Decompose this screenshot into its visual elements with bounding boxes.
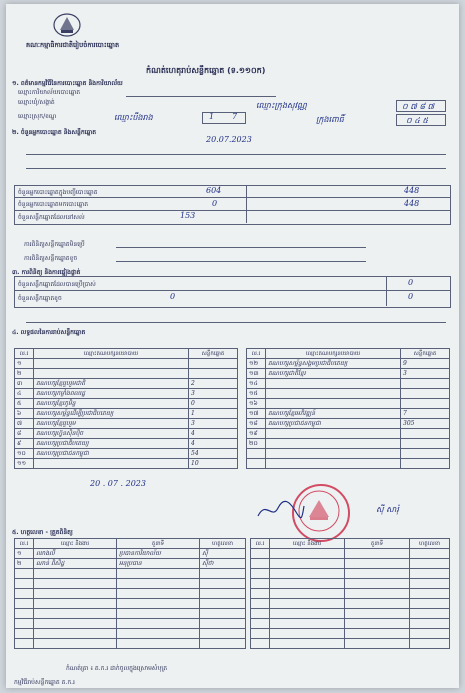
- result-row-left-cell: [34, 369, 189, 379]
- signature-row-left: [15, 599, 246, 609]
- result-row-right-cell: [401, 399, 450, 409]
- signature-row-right: [251, 639, 450, 649]
- result-row-left-cell: [34, 359, 189, 369]
- district-name: ក្រុងពោធិ៍: [316, 115, 344, 124]
- code-box-2: 7: [232, 112, 238, 121]
- result-row-left-cell: ៤: [15, 389, 34, 399]
- signature-row-left-cell: ឈាងលី: [34, 549, 117, 559]
- signature-row-left: [15, 559, 246, 569]
- result-row-left: [15, 369, 238, 379]
- result-row-right-cell: [247, 449, 266, 459]
- check-row-2: ចំនួនសន្លឹកឆ្នោតខូច: [18, 295, 62, 302]
- sig-col-name: ឈ្មោះ និងងារ: [34, 539, 117, 549]
- signature-row-right-cell: [270, 569, 345, 579]
- result-row-right: [247, 429, 450, 439]
- result-row-left: [15, 459, 238, 469]
- signatures-table-right: [250, 538, 450, 649]
- signature-row-left-cell: [200, 599, 246, 609]
- results-table-right: [246, 348, 450, 469]
- result-row-left-cell: ៥: [15, 399, 34, 409]
- signature-row-left-cell: [200, 589, 246, 599]
- signature-row-left-cell: [15, 599, 34, 609]
- signature-icon: [256, 498, 306, 522]
- signature-row-right: [251, 569, 450, 579]
- result-row-right-cell: ១៨: [247, 419, 266, 429]
- result-row-left-cell: [189, 359, 238, 369]
- label-district: ឈ្មោះស្រុក/ខណ្ឌ: [18, 113, 57, 120]
- check-value-1: 0: [408, 278, 414, 287]
- signature-row-right-cell: [270, 619, 345, 629]
- result-row-left-cell: គណបក្សហ្វ៊ុនស៊ិនប៉ិច: [34, 429, 189, 439]
- sign-date: 20 . 07 . 2023: [90, 479, 146, 488]
- results-table-left: [14, 348, 238, 469]
- signature-row-left: [15, 609, 246, 619]
- col-no-right: ល.រ: [247, 349, 266, 359]
- signature-row-left-cell: [34, 629, 117, 639]
- result-row-left-cell: ៨: [15, 429, 34, 439]
- sub-spoiled-label: ការពិនិត្យសន្លឹកឆ្នោតខូច: [24, 255, 78, 262]
- result-row-left: [15, 439, 238, 449]
- result-row-left: [15, 429, 238, 439]
- signature-row-right: [251, 619, 450, 629]
- result-row-right-cell: [266, 449, 401, 459]
- result-row-left: [15, 379, 238, 389]
- signature-row-left-cell: [34, 619, 117, 629]
- section-1-title: ១. ពត៌មានកម្មវិធីនៃការបោះឆ្នោត និងការិយាល័យ: [12, 80, 123, 87]
- sig-col-name-r: ឈ្មោះ និងងារ: [270, 539, 345, 549]
- signature-row-right-cell: [251, 559, 270, 569]
- sig-col-no: ល.រ: [15, 539, 34, 549]
- signature-row-left-cell: ស៊ី: [200, 549, 246, 559]
- section-5-title: ៥. ហត្ថលេខា - ត្រួតពិនិត្យ: [12, 529, 73, 536]
- signature-row-right-cell: [410, 639, 450, 649]
- signature-row-left-cell: [34, 609, 117, 619]
- signature-row-left-cell: [200, 639, 246, 649]
- signature-row-left-cell: [117, 609, 200, 619]
- signature-row-left-cell: ប្រធានការិយាល័យ: [117, 549, 200, 559]
- result-row-left-cell: គណបក្សខ្មែររួបរួម: [34, 419, 189, 429]
- result-row-right-cell: ១៦: [247, 399, 266, 409]
- result-row-left-cell: ២: [15, 369, 34, 379]
- signature-row-left: [15, 549, 246, 559]
- signature-row-right-cell: [251, 629, 270, 639]
- result-row-left-cell: គណបក្សខ្មែររួបរួមជាតិ: [34, 379, 189, 389]
- district-code: ០ ៤ ៥: [406, 116, 429, 125]
- result-row-left-cell: ១: [15, 359, 34, 369]
- signature-row-right-cell: [270, 589, 345, 599]
- signature-row-right-cell: [270, 559, 345, 569]
- result-row-left-cell: 2: [189, 379, 238, 389]
- result-row-right: [247, 439, 450, 449]
- ministry-title: គណៈកម្មាធិការជាតិរៀបចំការបោះឆ្នោត: [26, 41, 120, 49]
- result-row-right-cell: 3: [401, 369, 450, 379]
- signature-row-right: [251, 579, 450, 589]
- row-registered-right: 448: [404, 186, 420, 195]
- signature-row-left-cell: [200, 629, 246, 639]
- row-voted-label: ចំនួនអ្នកបោះឆ្នោតមកបោះឆ្នោត: [18, 201, 89, 208]
- signature-row-right-cell: [410, 569, 450, 579]
- signature-row-right-cell: [410, 589, 450, 599]
- signature-row-left-cell: [34, 589, 117, 599]
- result-row-left-cell: 1: [189, 409, 238, 419]
- signature-row-right-cell: [270, 579, 345, 589]
- signature-row-left-cell: [15, 619, 34, 629]
- signature-row-left-cell: [200, 569, 246, 579]
- signature-row-right-cell: [251, 639, 270, 649]
- result-row-left-cell: 0: [189, 399, 238, 409]
- station-number: ០ ៧ ៨ ៧: [402, 102, 435, 111]
- result-row-left-cell: គណបក្សកម្លាំងពលរដ្ឋ: [34, 389, 189, 399]
- form-title: កំណត់ហេតុរាប់សន្លឹកឆ្នោត (ទ.១១០ក): [146, 66, 266, 75]
- result-row-left: [15, 419, 238, 429]
- result-row-left-cell: ១១: [15, 459, 34, 469]
- result-row-right-cell: គណបក្សជាតិខ្មែរ: [266, 369, 401, 379]
- signature-row-right-cell: [345, 639, 410, 649]
- section-2-title: ២. ចំនួនអ្នកបោះឆ្នោត និងសន្លឹកឆ្នោត: [12, 129, 97, 136]
- signature-row-right: [251, 549, 450, 559]
- signature-row-left-cell: [34, 639, 117, 649]
- row-remaining-value: 153: [180, 211, 196, 220]
- signature-row-left-cell: [117, 579, 200, 589]
- signature-row-right-cell: [345, 559, 410, 569]
- result-row-right-cell: [266, 429, 401, 439]
- result-row-right-cell: 305: [401, 419, 450, 429]
- result-row-right-cell: ១៧: [247, 409, 266, 419]
- col-no: ល.រ: [15, 349, 34, 359]
- result-row-left-cell: 3: [189, 419, 238, 429]
- signature-row-right: [251, 589, 450, 599]
- result-row-right-cell: 9: [401, 359, 450, 369]
- result-row-left-cell: [34, 459, 189, 469]
- result-row-left: [15, 359, 238, 369]
- signature-row-right-cell: [251, 569, 270, 579]
- result-row-right-cell: ២០: [247, 439, 266, 449]
- section-3-title: ៣. ការពិនិត្យ និងការផ្ទៀងផ្ទាត់: [12, 269, 81, 276]
- signature-row-right-cell: [251, 619, 270, 629]
- signature-row-left-cell: [34, 569, 117, 579]
- commune-name: ឈ្មោះក្រុងសុវណ្ណ: [256, 101, 307, 110]
- signature-row-right-cell: [251, 599, 270, 609]
- result-row-right-cell: [266, 459, 401, 469]
- signature-row-right-cell: [270, 549, 345, 559]
- signature-row-right-cell: [345, 579, 410, 589]
- signature-row-right-cell: [345, 569, 410, 579]
- signature-row-left-cell: [117, 569, 200, 579]
- section-4-title: ៤. លទ្ធផលនៃការរាប់សន្លឹកឆ្នោត: [12, 329, 86, 336]
- signature-row-left-cell: [117, 619, 200, 629]
- emblem-icon: [52, 12, 82, 38]
- signature-row-left: [15, 639, 246, 649]
- signature-row-left: [15, 629, 246, 639]
- signature-row-left-cell: ស៊ីថា: [200, 559, 246, 569]
- result-row-right: [247, 389, 450, 399]
- signature-row-right: [251, 559, 450, 569]
- result-row-right-cell: គណបក្សសម្ព័ន្ធសង្គមប្រជាធិបតេយ្យ: [266, 359, 401, 369]
- code-box-1: 1: [209, 112, 215, 121]
- signature-row-left-cell: [117, 599, 200, 609]
- result-row-right: [247, 399, 450, 409]
- signature-row-right-cell: [251, 609, 270, 619]
- village-name: ឈ្មោះបឹងរាង: [114, 113, 153, 122]
- col-party-right: ឈ្មោះគណបក្សនយោបាយ: [266, 349, 401, 359]
- count-date: 20.07.2023: [206, 135, 252, 144]
- signature-row-left-cell: [200, 619, 246, 629]
- signature-row-right: [251, 599, 450, 609]
- signature-row-left-cell: [34, 579, 117, 589]
- footer-note: កំណត់ត្រា ៖ ត.ក.រ ដាក់ចូលក្នុងស្រោមសំបុត្រ: [66, 665, 168, 672]
- label-commune: ឈ្មោះឃុំ/សង្កាត់: [18, 99, 55, 106]
- signature-row-right-cell: [270, 609, 345, 619]
- signature-row-left: [15, 589, 246, 599]
- result-row-right-cell: 7: [401, 409, 450, 419]
- label-station: ឈ្មោះការិយាល័យបោះឆ្នោត: [18, 89, 81, 96]
- signature-row-right-cell: [410, 599, 450, 609]
- signature-row-right-cell: [251, 579, 270, 589]
- result-row-right: [247, 449, 450, 459]
- result-row-right: [247, 379, 450, 389]
- signature-row-right-cell: [345, 629, 410, 639]
- result-row-left-cell: គណបក្សខ្មែរភូមិន្ទ: [34, 399, 189, 409]
- result-row-right: [247, 359, 450, 369]
- result-row-left-cell: [189, 369, 238, 379]
- result-row-left: [15, 449, 238, 459]
- signature-row-left-cell: [117, 589, 200, 599]
- result-row-left-cell: ៣: [15, 379, 34, 389]
- signature-row-left-cell: ២: [15, 559, 34, 569]
- signature-row-left-cell: [15, 609, 34, 619]
- result-row-right: [247, 459, 450, 469]
- sig-col-sign-r: ហត្ថលេខា: [410, 539, 450, 549]
- check-row-1: ចំនួនសន្លឹកឆ្នោតដែលបានប្រើប្រាស់: [18, 281, 96, 288]
- signature-row-right-cell: [251, 549, 270, 559]
- signature-row-left-cell: [117, 629, 200, 639]
- sig-col-sign: ហត្ថលេខា: [200, 539, 246, 549]
- footer-note-2: កម្មវិធីរាប់សន្លឹកឆ្នោត ត.ក.រ: [14, 679, 75, 686]
- sig-col-no-r: ល.រ: [251, 539, 270, 549]
- signature-row-left-cell: [15, 569, 34, 579]
- signature-row-right-cell: [410, 629, 450, 639]
- result-row-right: [247, 409, 450, 419]
- form-sheet: [6, 4, 459, 688]
- result-row-right-cell: [401, 389, 450, 399]
- signature-row-right: [251, 609, 450, 619]
- signature-row-left-cell: [15, 589, 34, 599]
- signature-row-right-cell: [410, 609, 450, 619]
- result-row-left-cell: ៦: [15, 409, 34, 419]
- signature-row-right-cell: [270, 639, 345, 649]
- result-row-right-cell: [266, 399, 401, 409]
- result-row-right-cell: ១៣: [247, 369, 266, 379]
- result-row-right: [247, 369, 450, 379]
- result-row-left-cell: គណបក្សប្រជាធិបតេយ្យ: [34, 439, 189, 449]
- signature-row-right-cell: [270, 599, 345, 609]
- check-value-3: 0: [408, 292, 414, 301]
- signature-row-left-cell: [15, 579, 34, 589]
- result-row-left-cell: 54: [189, 449, 238, 459]
- result-row-left-cell: 3: [189, 389, 238, 399]
- result-row-right-cell: [401, 449, 450, 459]
- result-row-right-cell: គណបក្សប្រជាជនកម្ពុជា: [266, 419, 401, 429]
- result-row-right-cell: [266, 379, 401, 389]
- signature-row-right-cell: [410, 559, 450, 569]
- result-row-right-cell: [401, 429, 450, 439]
- signature-row-left: [15, 619, 246, 629]
- col-votes: សន្លឹកឆ្នោត: [189, 349, 238, 359]
- signature-row-left-cell: [200, 579, 246, 589]
- result-row-right-cell: ១៩: [247, 429, 266, 439]
- row-voted-right: 448: [404, 199, 420, 208]
- signature-row-left-cell: [15, 629, 34, 639]
- result-row-right-cell: [266, 439, 401, 449]
- row-remaining-label: ចំនួនសន្លឹកឆ្នោតដែលនៅសល់: [18, 214, 85, 221]
- result-row-left: [15, 399, 238, 409]
- signature-row-right-cell: [345, 549, 410, 559]
- signature-row-right-cell: [410, 549, 450, 559]
- signature-row-right-cell: [270, 629, 345, 639]
- signature-row-left: [15, 579, 246, 589]
- result-row-left: [15, 409, 238, 419]
- signature-row-right-cell: [345, 589, 410, 599]
- row-registered-value: 604: [206, 186, 222, 195]
- result-row-left-cell: គណបក្សសម្ព័ន្ធដើម្បីប្រជាធិបតេយ្យ: [34, 409, 189, 419]
- signature-row-left-cell: ណាន់ ពិសិដ្ឋ: [34, 559, 117, 569]
- row-registered-label: ចំនួនអ្នកបោះឆ្នោតក្នុងបញ្ជីបោះឆ្នោត: [18, 189, 98, 196]
- signature-row-left-cell: អនុប្រធាន: [117, 559, 200, 569]
- row-voted-value: 0: [212, 199, 218, 208]
- signature-row-right-cell: [410, 579, 450, 589]
- result-row-left-cell: គណបក្សប្រជាជនកម្ពុជា: [34, 449, 189, 459]
- signature-row-left-cell: [117, 639, 200, 649]
- signatures-table-left: [14, 538, 246, 649]
- result-row-right-cell: [401, 439, 450, 449]
- result-row-right-cell: [266, 389, 401, 399]
- result-row-right-cell: ១៥: [247, 389, 266, 399]
- signature-row-right-cell: [345, 609, 410, 619]
- signature-row-right: [251, 629, 450, 639]
- col-votes-right: សន្លឹកឆ្នោត: [401, 349, 450, 359]
- result-row-right: [247, 419, 450, 429]
- result-row-right-cell: គណបក្សខ្មែរអភិវឌ្ឍន៍: [266, 409, 401, 419]
- result-row-right-cell: [247, 459, 266, 469]
- check-value-2: 0: [170, 292, 176, 301]
- result-row-right-cell: [401, 379, 450, 389]
- result-row-right-cell: [401, 459, 450, 469]
- signature-row-left-cell: [34, 599, 117, 609]
- sig-col-role-r: តួនាទី: [345, 539, 410, 549]
- sig-col-role: តួនាទី: [117, 539, 200, 549]
- result-row-right-cell: ១២: [247, 359, 266, 369]
- result-row-left-cell: 10: [189, 459, 238, 469]
- sub-unused-label: ការពិនិត្យសន្លឹកឆ្នោតមិនប្រើ: [24, 241, 85, 248]
- signature-row-right-cell: [345, 599, 410, 609]
- signature-row-left: [15, 569, 246, 579]
- col-party: ឈ្មោះគណបក្សនយោបាយ: [34, 349, 189, 359]
- signature-row-right-cell: [410, 619, 450, 629]
- signature-row-left-cell: [200, 609, 246, 619]
- signature-row-right-cell: [251, 589, 270, 599]
- signer-name: ស៊ី សារ៉ុ: [376, 505, 399, 514]
- signature-row-left-cell: ១: [15, 549, 34, 559]
- signature-row-left-cell: [15, 639, 34, 649]
- result-row-right-cell: ១៤: [247, 379, 266, 389]
- result-row-left: [15, 389, 238, 399]
- result-row-left-cell: 4: [189, 439, 238, 449]
- result-row-left-cell: ៩: [15, 439, 34, 449]
- result-row-left-cell: 4: [189, 429, 238, 439]
- signature-row-right-cell: [345, 619, 410, 629]
- result-row-left-cell: ១០: [15, 449, 34, 459]
- result-row-left-cell: ៧: [15, 419, 34, 429]
